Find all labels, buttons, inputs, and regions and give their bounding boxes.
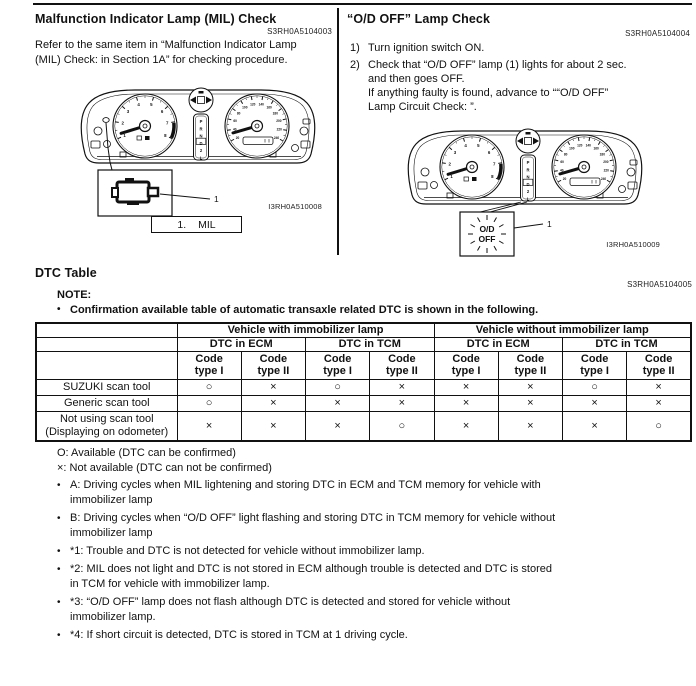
svg-text:160: 160: [593, 146, 599, 151]
svg-text:80: 80: [563, 152, 568, 157]
bullet-dot: •: [57, 304, 61, 315]
svg-text:N: N: [526, 174, 530, 180]
step-1: 1) Turn ignition switch ON.: [350, 42, 485, 54]
codetype-header: Code type II: [627, 351, 691, 379]
svg-text:L: L: [526, 196, 530, 202]
top-rule: [33, 3, 692, 5]
row-label: SUZUKI scan tool: [36, 379, 177, 395]
svg-text:200: 200: [276, 119, 282, 124]
svg-text:P: P: [526, 160, 530, 165]
svg-text:3: 3: [453, 149, 457, 155]
table-row: [36, 379, 691, 395]
table-cell: ×: [241, 395, 305, 411]
instrument-cluster: [408, 129, 641, 204]
mil-legend-box: [151, 216, 242, 233]
table-empty-cell: [36, 337, 177, 351]
svg-text:2: 2: [526, 189, 530, 195]
mil-legend-label: MIL: [198, 218, 216, 231]
svg-text:5: 5: [477, 142, 480, 148]
table-cell: ×: [177, 411, 241, 441]
codetype-header: Code type II: [370, 351, 434, 379]
table-cell: ○: [563, 379, 627, 395]
codetype-header: Code type I: [563, 351, 627, 379]
svg-text:180: 180: [272, 111, 278, 116]
svg-text:120: 120: [577, 143, 583, 148]
table-cell: ○: [370, 411, 434, 441]
od-lamp-text-line1: O/D: [479, 224, 495, 234]
svg-text:N: N: [199, 133, 203, 139]
svg-text:2: 2: [199, 148, 203, 154]
svg-text:6: 6: [487, 149, 491, 155]
svg-text:3: 3: [126, 108, 130, 114]
svg-text:220: 220: [603, 168, 609, 173]
table-cell: ×: [306, 411, 370, 441]
svg-text:1: 1: [123, 133, 126, 139]
codetype-header: Code type I: [306, 351, 370, 379]
table-cell: ×: [370, 395, 434, 411]
svg-text:100: 100: [242, 105, 248, 110]
svg-text:2: 2: [448, 161, 451, 167]
table-cell: ×: [370, 379, 434, 395]
list-item: • *3: “O/D OFF” lamp does not flash although DTC is detected and stored for vehicle without immobilizer lamp.: [57, 596, 511, 623]
mil-callout-number: 1: [214, 194, 219, 204]
svg-text:220: 220: [276, 127, 282, 132]
svg-text:8: 8: [491, 174, 494, 180]
svg-text:L: L: [199, 155, 203, 161]
svg-text:240: 240: [600, 176, 607, 181]
codetype-header: Code type I: [434, 351, 498, 379]
svg-text:120: 120: [250, 102, 256, 107]
svg-text:40: 40: [232, 127, 237, 132]
svg-text:7: 7: [493, 161, 496, 167]
instrument-cluster: [81, 88, 314, 163]
group-header: Vehicle with immobilizer lamp: [177, 323, 434, 337]
table-cell: ○: [177, 395, 241, 411]
svg-text:100: 100: [569, 146, 575, 151]
svg-text:60: 60: [233, 119, 237, 124]
svg-text:20: 20: [562, 176, 567, 181]
table-corner-cell: [36, 323, 177, 337]
svg-text:40: 40: [559, 168, 564, 173]
table-row: [36, 395, 691, 411]
dtc-notes-list: [57, 478, 657, 646]
svg-text:5: 5: [150, 101, 153, 107]
table-cell: ×: [498, 395, 562, 411]
mil-figure-code: I3RH0A510008: [268, 202, 322, 211]
svg-text:180: 180: [599, 152, 605, 157]
table-cell: ×: [434, 395, 498, 411]
table-cell: ×: [563, 411, 627, 441]
svg-text:240: 240: [273, 135, 280, 140]
mil-section-title: Malfunction Indicator Lamp (MIL) Check: [35, 12, 277, 26]
table-empty-cell: [36, 351, 177, 379]
row-label: Not using scan tool (Displaying on odometer): [36, 411, 177, 441]
svg-text:R: R: [526, 167, 530, 173]
svg-text:P: P: [199, 119, 203, 124]
table-cell: ×: [627, 379, 691, 395]
list-item: • *4: If short circuit is detected, DTC is stored in TCM at 1 driving cycle.: [57, 629, 408, 641]
subgroup-header: DTC in TCM: [306, 337, 435, 351]
dtc-table: [35, 322, 692, 442]
svg-text:1: 1: [450, 174, 453, 180]
group-header: Vehicle without immobilizer lamp: [434, 323, 691, 337]
svg-text:4: 4: [464, 142, 467, 148]
dtc-section-title: DTC Table: [35, 266, 97, 280]
svg-text:80: 80: [236, 111, 241, 116]
svg-text:60: 60: [560, 160, 564, 165]
codetype-header: Code type II: [498, 351, 562, 379]
table-row: [36, 411, 691, 441]
subgroup-header: DTC in TCM: [563, 337, 692, 351]
mil-body-text: Refer to the same item in “Malfunction Indicator Lamp (MIL) Check: in Section 1A” for checking procedure.: [35, 39, 297, 66]
list-item: • *2: MIL does not light and DTC is not stored in ECM although trouble is detected and DTC is stored in TCM for vehicle with immobilizer lamp.: [57, 563, 553, 590]
subgroup-header: DTC in ECM: [434, 337, 563, 351]
svg-text:200: 200: [603, 160, 609, 165]
table-cell: ×: [306, 395, 370, 411]
table-cell: ○: [177, 379, 241, 395]
note-bullet: • Confirmation available table of automatic transaxle related DTC is shown in the following.: [57, 304, 539, 316]
table-cell: ○: [627, 411, 691, 441]
list-item: • A: Driving cycles when MIL lightening and storing DTC in ECM and TCM memory for vehicle with immobilizer lamp: [57, 479, 541, 506]
svg-text:2: 2: [121, 120, 124, 126]
mil-ref-code: S3RH0A5104003: [267, 27, 332, 36]
table-cell: ×: [627, 395, 691, 411]
od-section-title: “O/D OFF” Lamp Check: [347, 12, 490, 26]
svg-text:D: D: [526, 181, 530, 187]
callout-pointer-line: [514, 224, 543, 228]
subgroup-header: DTC in ECM: [177, 337, 306, 351]
svg-text:R: R: [199, 126, 203, 132]
step-2: 2) Check that “O/D OFF” lamp (1) lights for about 2 sec. and then goes OFF. If anything faulty is found, advance to ““O/D OFF” Lamp Circuit Check: ”.: [350, 59, 627, 113]
table-cell: ×: [434, 379, 498, 395]
symbol-legend: O: Available (DTC can be confirmed) ×: Not available (DTC can not be confirmed): [57, 447, 272, 474]
list-item: • B: Driving cycles when “O/D OFF” light flashing and storing DTC in TCM memory for vehicle without immobilizer lamp: [57, 512, 556, 539]
table-cell: ×: [241, 411, 305, 441]
codetype-header: Code type I: [177, 351, 241, 379]
table-cell: ×: [563, 395, 627, 411]
svg-text:7: 7: [166, 120, 169, 126]
svg-text:160: 160: [266, 105, 272, 110]
table-cell: ×: [498, 379, 562, 395]
svg-text:8: 8: [164, 133, 167, 139]
svg-text:D: D: [199, 140, 203, 146]
row-label: Generic scan tool: [36, 395, 177, 411]
table-cell: ×: [498, 411, 562, 441]
table-cell: ×: [241, 379, 305, 395]
svg-text:4: 4: [137, 101, 140, 107]
od-figure-code: I3RH0A510009: [606, 240, 660, 249]
table-cell: ○: [306, 379, 370, 395]
column-divider: [337, 8, 339, 255]
codetype-header: Code type II: [241, 351, 305, 379]
svg-text:140: 140: [585, 143, 591, 148]
od-lamp-text-line2: OFF: [478, 234, 496, 244]
od-ref-code: S3RH0A5104004: [625, 29, 690, 38]
svg-text:140: 140: [258, 102, 264, 107]
svg-text:20: 20: [235, 135, 240, 140]
table-cell: ×: [434, 411, 498, 441]
svg-text:6: 6: [160, 108, 164, 114]
mil-legend-number: 1.: [177, 218, 187, 231]
od-steps: [350, 41, 690, 117]
list-item: • *1: Trouble and DTC is not detected for vehicle without immobilizer lamp.: [57, 545, 425, 557]
dtc-ref-code: S3RH0A5104005: [627, 280, 692, 289]
note-label: NOTE:: [57, 289, 92, 301]
od-callout-number: 1: [547, 219, 552, 229]
